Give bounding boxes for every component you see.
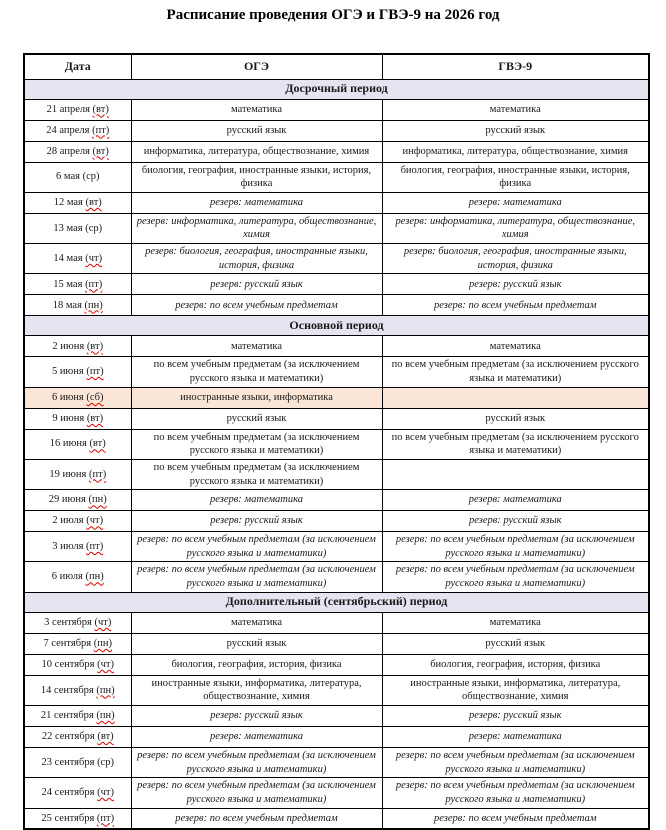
oge-subjects-cell: резерв: математика xyxy=(131,727,382,748)
table-row xyxy=(24,336,649,357)
table-row xyxy=(24,778,649,808)
table-row xyxy=(24,612,649,633)
day-of-week: (вт) xyxy=(86,412,104,424)
oge-subjects-cell: по всем учебным предметам (за исключением русского языка и математики) xyxy=(131,459,382,489)
date-text: 3 сентября xyxy=(44,616,92,628)
oge-subjects-cell: резерв: по всем учебным предметам (за исключением русского языка и математики) xyxy=(131,778,382,808)
date-cell xyxy=(24,532,131,562)
date-text: 23 сентября xyxy=(41,756,95,768)
date-text: 15 мая xyxy=(53,278,83,290)
gve-subjects-cell: резерв: русский язык xyxy=(382,706,649,727)
gve-subjects-cell: иностранные языки, информатика, литература, обществознание, химия xyxy=(382,675,649,705)
oge-subjects-cell: иностранные языки, информатика, литература, обществознание, химия xyxy=(131,675,382,705)
date-text: 29 июня xyxy=(48,494,86,506)
date-text: 24 сентября xyxy=(41,787,95,799)
oge-subjects-cell: резерв: русский язык xyxy=(131,511,382,532)
oge-subjects-cell: резерв: математика xyxy=(131,192,382,213)
oge-subjects-cell: резерв: по всем учебным предметам xyxy=(131,295,382,316)
gve-subjects-cell: резерв: по всем учебным предметам (за исключением русского языка и математики) xyxy=(382,778,649,808)
day-of-week: (пн) xyxy=(84,299,103,311)
date-text: 6 июля xyxy=(51,571,83,583)
date-text: 24 апреля xyxy=(46,124,90,136)
section-header-label: Досрочный период xyxy=(24,79,649,99)
date-cell xyxy=(24,748,131,778)
page-title: Расписание проведения ОГЭ и ГВЭ-9 на 2026 год xyxy=(166,7,500,23)
table-row xyxy=(24,490,649,511)
date-cell xyxy=(24,120,131,141)
oge-subjects-cell: резерв: математика xyxy=(131,490,382,511)
oge-subjects-cell: русский язык xyxy=(131,120,382,141)
gve-subjects-cell: по всем учебным предметам (за исключением русского языка и математики) xyxy=(382,357,649,387)
day-of-week: (чт) xyxy=(97,787,114,799)
date-text: 14 мая xyxy=(53,252,83,264)
table-row xyxy=(24,808,649,829)
table-row xyxy=(24,562,649,592)
date-text: 19 июня xyxy=(49,468,87,480)
section-header-row xyxy=(24,79,649,99)
gve-subjects-cell: биология, география, иностранные языки, история, физика xyxy=(382,162,649,192)
date-text: 18 мая xyxy=(52,299,82,311)
day-of-week: (пт) xyxy=(86,366,104,378)
day-of-week: (чт) xyxy=(94,616,112,628)
gve-subjects-cell: резерв: по всем учебным предметам (за исключением русского языка и математики) xyxy=(382,532,649,562)
date-text: 14 сентября xyxy=(40,684,94,696)
oge-subjects-cell: резерв: информатика, литература, обществознание, химия xyxy=(131,213,382,243)
table-body xyxy=(24,79,649,829)
gve-subjects-cell: резерв: информатика, литература, обществознание, химия xyxy=(382,213,649,243)
table-row xyxy=(24,727,649,748)
table-row xyxy=(24,748,649,778)
table-row xyxy=(24,295,649,316)
date-text: 16 июня xyxy=(49,438,87,450)
table-row xyxy=(24,429,649,459)
gve-subjects-cell: информатика, литература, обществознание, химия xyxy=(382,141,649,162)
date-cell xyxy=(24,675,131,705)
date-cell xyxy=(24,192,131,213)
date-cell xyxy=(24,295,131,316)
oge-subjects-cell: иностранные языки, информатика xyxy=(131,387,382,408)
date-cell xyxy=(24,274,131,295)
date-text: 22 сентября xyxy=(41,731,95,743)
gve-subjects-cell: резерв: русский язык xyxy=(382,511,649,532)
day-of-week: (вт) xyxy=(97,731,114,743)
date-cell xyxy=(24,141,131,162)
section-header-label: Дополнительный (сентябрьский) период xyxy=(24,592,649,612)
day-of-week: (вт) xyxy=(92,145,109,157)
gve-subjects-cell: резерв: биология, география, иностранные языки, история, физика xyxy=(382,244,649,274)
oge-subjects-cell: информатика, литература, обществознание, химия xyxy=(131,141,382,162)
day-of-week: (пт) xyxy=(96,812,115,824)
table-row xyxy=(24,387,649,408)
gve-subjects-cell: русский язык xyxy=(382,633,649,654)
day-of-week: (чт) xyxy=(97,658,114,670)
oge-subjects-cell: резерв: русский язык xyxy=(131,706,382,727)
oge-subjects-cell: по всем учебным предметам (за исключением русского языка и математики) xyxy=(131,429,382,459)
day-of-week: (пт) xyxy=(86,541,104,552)
gve-subjects-cell: резерв: русский язык xyxy=(382,274,649,295)
table-row xyxy=(24,244,649,274)
gve-subjects-cell xyxy=(382,459,649,489)
day-of-week: (пн) xyxy=(85,571,104,583)
date-text: 2 июля xyxy=(52,515,84,527)
date-text: 12 мая xyxy=(53,196,83,208)
day-of-week: (пн) xyxy=(88,494,107,506)
table-header-row xyxy=(24,54,649,79)
date-cell xyxy=(24,706,131,727)
date-text: 6 мая xyxy=(56,171,80,183)
date-cell xyxy=(24,459,131,489)
day-of-week: (вт) xyxy=(89,438,106,450)
date-cell xyxy=(24,654,131,675)
day-of-week: (чт) xyxy=(85,252,103,264)
column-header-date: Дата xyxy=(24,54,131,79)
table-row xyxy=(24,511,649,532)
oge-subjects-cell: по всем учебным предметам (за исключением русского языка и математики) xyxy=(131,357,382,387)
date-text: 10 сентября xyxy=(41,658,95,670)
oge-subjects-cell: резерв: по всем учебным предметам (за исключением русского языка и математики) xyxy=(131,562,382,592)
day-of-week: (ср) xyxy=(82,171,100,183)
date-cell xyxy=(24,162,131,192)
gve-subjects-cell xyxy=(382,387,649,408)
table-row xyxy=(24,192,649,213)
table-row xyxy=(24,162,649,192)
date-text: 13 мая xyxy=(53,222,83,234)
exam-schedule-table xyxy=(23,53,650,830)
oge-subjects-cell: резерв: русский язык xyxy=(131,274,382,295)
date-cell xyxy=(24,727,131,748)
gve-subjects-cell: математика xyxy=(382,612,649,633)
date-text: 21 апреля xyxy=(46,103,90,115)
gve-subjects-cell: русский язык xyxy=(382,408,649,429)
date-text: 5 июня xyxy=(51,366,84,378)
gve-subjects-cell: резерв: по всем учебным предметам (за исключением русского языка и математики) xyxy=(382,562,649,592)
oge-subjects-cell: резерв: по всем учебным предметам (за исключением русского языка и математики) xyxy=(131,532,382,562)
gve-subjects-cell: резерв: по всем учебным предметам xyxy=(382,295,649,316)
day-of-week: (сб) xyxy=(86,391,104,403)
date-cell xyxy=(24,357,131,387)
date-text: 28 апреля xyxy=(46,145,90,157)
date-cell xyxy=(24,633,131,654)
section-header-label: Основной период xyxy=(24,316,649,336)
oge-subjects-cell: резерв: биология, география, иностранные языки, история, физика xyxy=(131,244,382,274)
gve-subjects-cell: резерв: математика xyxy=(382,727,649,748)
date-cell xyxy=(24,511,131,532)
oge-subjects-cell: резерв: по всем учебным предметам xyxy=(131,808,382,829)
date-cell xyxy=(24,490,131,511)
day-of-week: (пт) xyxy=(92,124,110,136)
date-cell xyxy=(24,778,131,808)
day-of-week: (чт) xyxy=(86,515,104,527)
gve-subjects-cell: резерв: по всем учебным предметам xyxy=(382,808,649,829)
date-text: 2 июня xyxy=(52,340,85,352)
date-text: 6 июня xyxy=(51,391,84,403)
table-row xyxy=(24,141,649,162)
oge-subjects-cell: математика xyxy=(131,99,382,120)
table-row xyxy=(24,357,649,387)
day-of-week: (ср) xyxy=(97,756,114,768)
date-cell xyxy=(24,562,131,592)
oge-subjects-cell: математика xyxy=(131,612,382,633)
oge-subjects-cell: русский язык xyxy=(131,633,382,654)
date-text: 3 июля xyxy=(52,541,84,552)
table-row xyxy=(24,633,649,654)
date-text: 21 сентября xyxy=(40,710,94,722)
table-row xyxy=(24,99,649,120)
table-row xyxy=(24,120,649,141)
day-of-week: (ср) xyxy=(85,222,103,234)
gve-subjects-cell: резерв: по всем учебным предметам (за исключением русского языка и математики) xyxy=(382,748,649,778)
table-row xyxy=(24,675,649,705)
date-cell xyxy=(24,612,131,633)
date-text: 25 сентября xyxy=(41,812,95,824)
table-row xyxy=(24,706,649,727)
date-cell xyxy=(24,213,131,243)
date-cell xyxy=(24,808,131,829)
day-of-week: (вт) xyxy=(86,340,104,352)
table-row xyxy=(24,213,649,243)
date-cell xyxy=(24,387,131,408)
day-of-week: (вт) xyxy=(92,103,109,115)
date-cell xyxy=(24,99,131,120)
date-text: 9 июня xyxy=(52,412,85,424)
oge-subjects-cell: резерв: по всем учебным предметам (за исключением русского языка и математики) xyxy=(131,748,382,778)
table-row xyxy=(24,654,649,675)
date-text: 7 сентября xyxy=(43,637,92,649)
date-cell xyxy=(24,336,131,357)
column-header-gve: ГВЭ-9 xyxy=(382,54,649,79)
oge-subjects-cell: биология, география, история, физика xyxy=(131,654,382,675)
day-of-week: (вт) xyxy=(85,196,102,208)
gve-subjects-cell: русский язык xyxy=(382,120,649,141)
date-cell xyxy=(24,408,131,429)
gve-subjects-cell: резерв: математика xyxy=(382,490,649,511)
table-row xyxy=(24,459,649,489)
day-of-week: (пн) xyxy=(93,637,112,649)
gve-subjects-cell: математика xyxy=(382,99,649,120)
oge-subjects-cell: русский язык xyxy=(131,408,382,429)
column-header-oge: ОГЭ xyxy=(131,54,382,79)
date-cell xyxy=(24,244,131,274)
day-of-week: (пн) xyxy=(96,710,115,722)
gve-subjects-cell: биология, география, история, физика xyxy=(382,654,649,675)
day-of-week: (пт) xyxy=(88,468,107,480)
gve-subjects-cell: резерв: математика xyxy=(382,192,649,213)
gve-subjects-cell: по всем учебным предметам (за исключением русского языка и математики) xyxy=(382,429,649,459)
section-header-row xyxy=(24,316,649,336)
oge-subjects-cell: биология, география, иностранные языки, история, физика xyxy=(131,162,382,192)
gve-subjects-cell: математика xyxy=(382,336,649,357)
oge-subjects-cell: математика xyxy=(131,336,382,357)
table-row xyxy=(24,274,649,295)
table-row xyxy=(24,408,649,429)
day-of-week: (пн) xyxy=(96,684,115,696)
table-row xyxy=(24,532,649,562)
section-header-row xyxy=(24,592,649,612)
day-of-week: (пт) xyxy=(85,278,103,290)
date-cell xyxy=(24,429,131,459)
